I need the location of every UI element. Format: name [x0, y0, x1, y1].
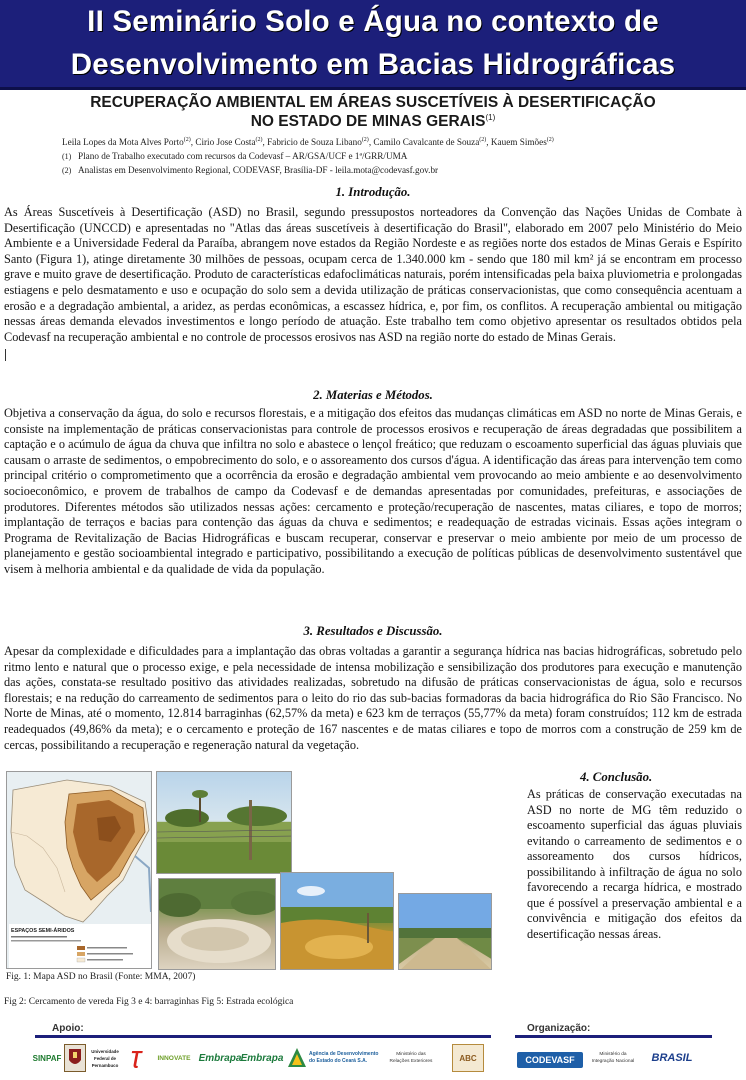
figure-3-barraginha-photo [158, 878, 276, 970]
author-list: Leila Lopes da Mota Alves Porto$^{(2)}$, Cirio Jose Costa$^{(2)}$, Fabricio de Souza Libano$^{(2)}$, Camilo Cavalcante de Souza$^{(2)}$, Kauem Simões$^{(2)}$ [62, 137, 554, 148]
section-heading-introduction: 1. Introdução. [335, 185, 411, 199]
banner-title-line1: II Seminário Solo e Água no contexto de [87, 5, 659, 38]
footnote-text: Plano de Trabalho executado com recursos da Codevasf – AR/GSA/UCF e 1ª/GRR/UMA [78, 151, 408, 161]
organization-divider [515, 1035, 712, 1038]
section-heading-results: 3. Resultados e Discussão. [303, 624, 443, 638]
ufpe-crest-icon [64, 1044, 86, 1072]
support-divider [35, 1035, 491, 1038]
figures-2-5-caption: Fig 2: Cercamento de vereda Fig 3 e 4: barraginhas Fig 5: Estrada ecológica [4, 997, 294, 1007]
figure-5-ecological-road-photo [398, 893, 492, 970]
section-heading-conclusion: 4. Conclusão. [580, 770, 653, 784]
section-text-results: Apesar da complexidade e dificuldades para a implantação das obras voltadas a garantir a segurança hídrica nas bacias hidrográficas, sobretudo pelo ritmo lento e natural que o processo exige, e pela necessidade de intensa mobilização e sensibilização dos produtores para execução e manutenção das ações, constata-se resultado positivo das atividades realizadas, sobretudo na difusão de práticas conservacionistas de água, solo e recursos florestais; e na redução do carreamento de sedimentos para o leito do rio das sub-bacias formadoras da bacia hidrográfica do Rio São Francisco. No Norte de Minas, até o momento, 12.814 barraginhas (62,57% da meta) e 623 km de terraços (55,77% da meta) foram construídos; 112 km de estrada readequados (49,86% da meta); e o cercamento e proteção de 167 nascentes e de matas ciliares e topo de morros com a construção de 259 km de cercas, possibilitando a recuperação e regeneração natural da vegetação. [4, 644, 742, 752]
section-heading-methods: 2. Materias e Métodos. [313, 388, 433, 402]
section-text-introduction: As Áreas Suscetíveis à Desertificação (ASD) no Brasil, segundo pressupostos norteadores da Convenção das Nações Unidas de Combate à Desertificação (UNCCD) e apresentadas no ''Atlas das áreas suscetíveis à desertificação do Brasil'', elaborado em 2007 pelo Ministério do Meio Ambiente e a Universidade Federal da Paraíba, abrangem nove estados da Região Nordeste e as regiões norte dos estados de Minas Gerais e Espírito Santo (Figura 1), atinge diretamente 30 milhões de pessoas, ocupam cerca de 1.340.000 km - sendo que 180 mil km² já se encontram em processo grave e muito grave de desertificação. Produto de características edafoclimáticas naturais, porém intensificadas pela baixa pluviometria e prolongadas estiagens e pelo desmatamento e uso e ocupação do solo sem a devida utilização de práticas conservacionistas, que como consequência acentuam a erosão e a degradação ambiental, a aridez, as perdas econômicas, a escassez hídrica, e, por fim, os conflitos. A recuperação ambiental ou mitigação nessas áreas demanda elevados investimentos e longo período de atuação. Este trabalho tem como objetivo apresentar os resultados obtidos pela Codevasf na recuperação ambiental e no controle de processos erosivos nas ASD na região norte do estado de Minas Gerais. [4, 205, 742, 344]
author-name: Fabricio de Souza Libano [267, 137, 362, 148]
author-name: Camilo Cavalcante de Souza [373, 137, 480, 148]
author-name: Cirio Jose Costa [195, 137, 256, 148]
figure-1-asd-map [6, 771, 152, 969]
section-text-methods: Objetiva a conservação da água, do solo e recursos florestais, e a mitigação dos efeitos das mudanças climáticas em ASD no norte de Minas Gerais, e consiste na implementação de práticas conservacionistas para controle de processos erosivos e recuperação de áreas degradadas que possibilitem a captação e o acúmulo de água da chuva que infiltra no solo e abastece o lençol freático; que reduzam o escoamento superficial das águas pluviais que causam o arraste de sedimentos, o empobrecimento do solo, e o assoreamento dos cursos d'água. A identificação das áreas para intervenção tem como principal critério o comprometimento que a ocorrência da erosão e degradação ambiental vem provocando ao meio ambiente e ao desenvolvimento socioeconômico, e provem de trabalhos de campo da Codevasf e de demandas apresentadas por comunidades, prefeituras, e associações de produtores. Diferentes métodos são utilizados nessas ações: cercamento e proteção/recuperação de nascentes, matas ciliares, e topo de morros; implantação de terraços e bacias para contenção das águas da chuva e sedimentos; e readequação de estradas vicinais. Essas ações integram o Programa de Revitalização de Bacias Hidrográficas e buscam recuperar, conservar e preservar o meio ambiente por meio de um processo de planejamento e gestão socioambiental integrado e participativo, possibilitando a execução de políticas públicas de desenvolvimento sustentável que visem à melhoria ambiental e da qualidade de vida da população. [4, 406, 742, 576]
footnote-text: Analistas em Desenvolvimento Regional, CODEVASF, Brasília-DF - leila.mota@codevasf.gov.br [78, 165, 439, 175]
author-affiliation: (2) [255, 137, 263, 143]
innovate-logo: INNOVATE [157, 1054, 191, 1062]
footnote-2 [62, 165, 438, 175]
abc-logo: ABC [452, 1044, 484, 1072]
author-affiliation: (2) [479, 137, 487, 143]
support-label: Apoio: [52, 1023, 84, 1034]
author-affiliation: (2) [183, 137, 191, 143]
ufpe-logo-text: Universidade Federal de Pernambuco [91, 1048, 119, 1068]
author-name: Leila Lopes da Mota Alves Porto [62, 137, 184, 148]
organization-label: Organização: [527, 1023, 591, 1034]
codevasf-logo: CODEVASF [517, 1052, 583, 1068]
footnote-marker: (1) [62, 152, 72, 161]
poster-title-text: NO ESTADO DE MINAS GERAIS [250, 113, 486, 131]
footnote-1 [62, 151, 407, 161]
section-text-conclusion: As práticas de conservação executadas na ASD no norte de MG têm reduzido o escoamento superficial das águas pluviais evitando o carreamento de sedimentos e o assoreamento dos cursos hídricos, possibilitando à infiltração de água no solo favorecendo a recarga hídrica, e mostrado que é possível a preservação ambiental e a convivência e mitigação dos efeitos da desertificação nessas áreas. [527, 787, 742, 941]
figure-2-vereda-fence-photo [156, 771, 292, 874]
mre-logo: Ministério das Relações Exteriores [389, 1052, 433, 1064]
embrapa-logo-2: Embrapa [240, 1052, 284, 1064]
author-affiliation: (2) [546, 137, 554, 143]
author-affiliation: (2) [361, 137, 369, 143]
author-name: Kauem Simões [490, 137, 547, 148]
event-banner [0, 0, 746, 90]
adece-logo-text: Agência de Desenvolvimento do Estado do Ceará S.A. [309, 1051, 379, 1064]
banner-title-line2: Desenvolvimento em Bacias Hidrográficas [70, 48, 676, 81]
embrapa-logo-1: Embrapa [198, 1052, 242, 1064]
poster-title-line2 [10, 113, 736, 131]
text-cursor [5, 349, 6, 361]
poster-title-footnote: (1) [485, 113, 496, 122]
brazil-map-graphic [7, 772, 152, 969]
map-title: ESPAÇOS SEMI-ÁRIDOS [11, 928, 75, 934]
sinpaf-logo: SINPAF [32, 1053, 62, 1063]
figure-4-barraginha-photo [280, 872, 394, 970]
brasil-gov-logo: BRASIL [651, 1051, 693, 1064]
poster-title-line1: RECUPERAÇÃO AMBIENTAL EM ÁREAS SUSCETÍVEIS À DESERTIFICAÇÃO [90, 94, 656, 111]
adece-mark-icon [286, 1044, 308, 1072]
university-mark-icon: Ʈ [130, 1047, 142, 1068]
ministry-integration-logo: Ministério da Integração Nacional [591, 1052, 635, 1064]
footnote-marker: (2) [62, 166, 72, 175]
figure-1-caption: Fig. 1: Mapa ASD no Brasil (Fonte: MMA, 2007) [6, 972, 196, 982]
